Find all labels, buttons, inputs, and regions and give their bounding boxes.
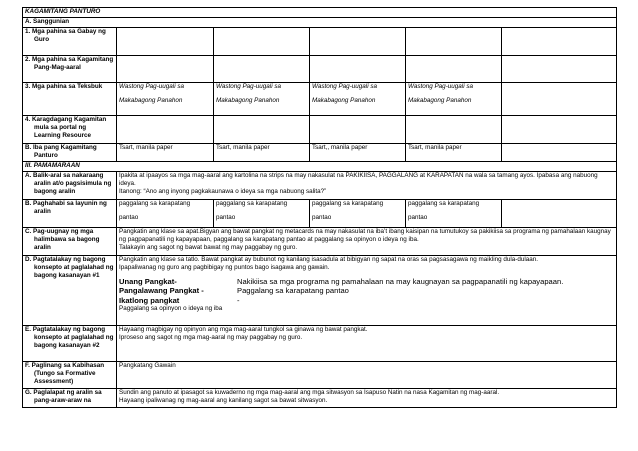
teksbuk-cell: Wastong Pag-uugali sa Makabagong Panahon — [214, 83, 310, 116]
cell-empty — [310, 56, 406, 83]
cell-empty — [502, 116, 617, 144]
label-karagdagang-kagamitan: 4. Karagdagang Kagamitan mula sa portal ng Learning Resource — [23, 116, 117, 144]
paglinang-content: Pangkatang Gawain — [117, 362, 617, 389]
teksbuk-cell: Wastong Pag-uugali sa Makabagong Panahon — [117, 83, 214, 116]
section-title-pamamaraan: III. PAMAMARAAN — [23, 162, 617, 172]
lesson-plan-table — [22, 7, 617, 408]
label-gabay-ng-guro: 1. Mga pahina sa Gabay ng Guro — [23, 28, 117, 56]
paglalapat-content: Sundin ang panuto at ipasagot sa kuwaderno ng mga mag-aaral ang mga sitwasyon sa Isapuso Natin na nasa Kagamitan ng mag-aaral. Hayaang ipaliwanag ng mag-aaral ang kanilang sagot sa bawat sitwasyon. — [117, 389, 617, 408]
label-teksbuk: 3. Mga pahina sa Teksbuk — [23, 83, 117, 116]
pag-uugnay-content: Pangkatin ang klase sa apat.Bigyan ang bawat pangkat ng metacards na may nakasulat na iba’t ibang kaisipan na tumutukoy sa pakikiisa sa programa ng pamahalaan kaugnay ng pagpapanatili ng kapayapaan, paggalang sa karapatang pantao at paggalang sa opinyon o ideya ng iba. Talakayin ang sagot ng bawat bawat ng may paggabay ng guro. — [117, 228, 617, 256]
label-paglalapat-ng-aralin: G. Paglalapat ng aralin sa pang-araw-araw na — [23, 389, 117, 408]
cell-empty — [117, 116, 214, 144]
cell-empty — [406, 116, 502, 144]
balik-aral-content: Ipakita at ipaayos sa mga mag-aaral ang kartolina na strips na may nakasulat na PAKIKIISA, PAGGALANG at KARAPATAN na wala sa tamang ayos. Ipabasa ang nabuong ideya. Itanong: “Ano ang inyong pagkakaunawa o ideya sa mga nabuong salita?” — [117, 172, 617, 200]
cell-empty — [310, 28, 406, 56]
iba-pang-cell: Tsart, manila paper — [406, 144, 502, 162]
label-balik-aral: A. Balik-aral sa nakaraang aralin at/o pagsisimula ng bagong aralin — [23, 172, 117, 200]
label-pagtatalakay-1: D. Pagtatalakay ng bagong konsepto at paglalahad ng bagong kasanayan #1 — [23, 256, 117, 326]
cell-empty — [502, 56, 617, 83]
cell-empty — [214, 28, 310, 56]
label-pagtatalakay-2: E. Pagtatalakay ng bagong konsepto at paglalahad ng bagong kasanayan #2 — [23, 326, 117, 362]
cell-empty — [117, 56, 214, 83]
label-iba-pang-kagamitan: B. Iba pang Kagamitang Panturo — [23, 144, 117, 162]
cell-empty — [502, 83, 617, 116]
label-paghahabi-sa-layunin: B. Paghahabi sa layunin ng aralin — [23, 200, 117, 228]
cell-empty — [502, 200, 617, 228]
cell-empty — [117, 28, 214, 56]
iba-pang-cell: Tsart, manila paper — [214, 144, 310, 162]
label-paglinang-sa-kabihasan: F. Paglinang sa Kabihasan (Tungo sa Formative Assessment) — [23, 362, 117, 389]
layunin-cell: paggalang sa karapatang pantao — [214, 200, 310, 228]
cell-empty — [502, 144, 617, 162]
pagtatalakay-2-content: Hayaang magbigay ng opinyon ang mga mag-aaral tungkol sa ginawa ng bawat pangkat. Iproseso ang sagot ng mga mag-aaral ng may paggabay ng guro. — [117, 326, 617, 362]
iba-pang-cell: Tsart, manila paper — [117, 144, 214, 162]
pagtatalakay-1-content: Pangkatin ang klase sa tatlo. Bawat pangkat ay bubunot ng kanilang isasadula at bibigyan ng sapat na oras sa pagsasagawa ng maikling dula-dulaan. Ipapaliwanag ng guro ang pagbibigay ng puntos bago isagawa ang gawain. Unang Pangkat- Nakikiisa sa mga programa ng pamahalaan na may kaugnayan sa pagpapanatili ng kapayapaan. Pangalawang Pangkat - Paggalang sa karapatang pantao Ikatlong pangkat - Paggalang sa opinyon o ideya ng iba — [117, 256, 617, 326]
label-pag-uugnay: C. Pag-uugnay ng mga halimbawa sa bagong aralin — [23, 228, 117, 256]
cell-empty — [214, 56, 310, 83]
layunin-cell: paggalang sa karapatang pantao — [310, 200, 406, 228]
iba-pang-cell: Tsart,, manila paper — [310, 144, 406, 162]
teksbuk-cell: Wastong Pag-uugali sa Makabagong Panahon — [406, 83, 502, 116]
section-title-kagamitang-panturo: KAGAMITANG PANTURO — [23, 8, 617, 18]
layunin-cell: paggalang sa karapatang pantao — [117, 200, 214, 228]
cell-empty — [310, 116, 406, 144]
teksbuk-cell: Wastong Pag-uugali sa Makabagong Panahon — [310, 83, 406, 116]
layunin-cell: paggalang sa karapatang pantao — [406, 200, 502, 228]
label-sanggunian: A. Sanggunian — [23, 18, 617, 28]
label-kagamitang-pang-mag-aaral: 2. Mga pahina sa Kagamitang Pang-Mag-aaral — [23, 56, 117, 83]
cell-empty — [214, 116, 310, 144]
cell-empty — [406, 56, 502, 83]
cell-empty — [406, 28, 502, 56]
cell-empty — [502, 28, 617, 56]
